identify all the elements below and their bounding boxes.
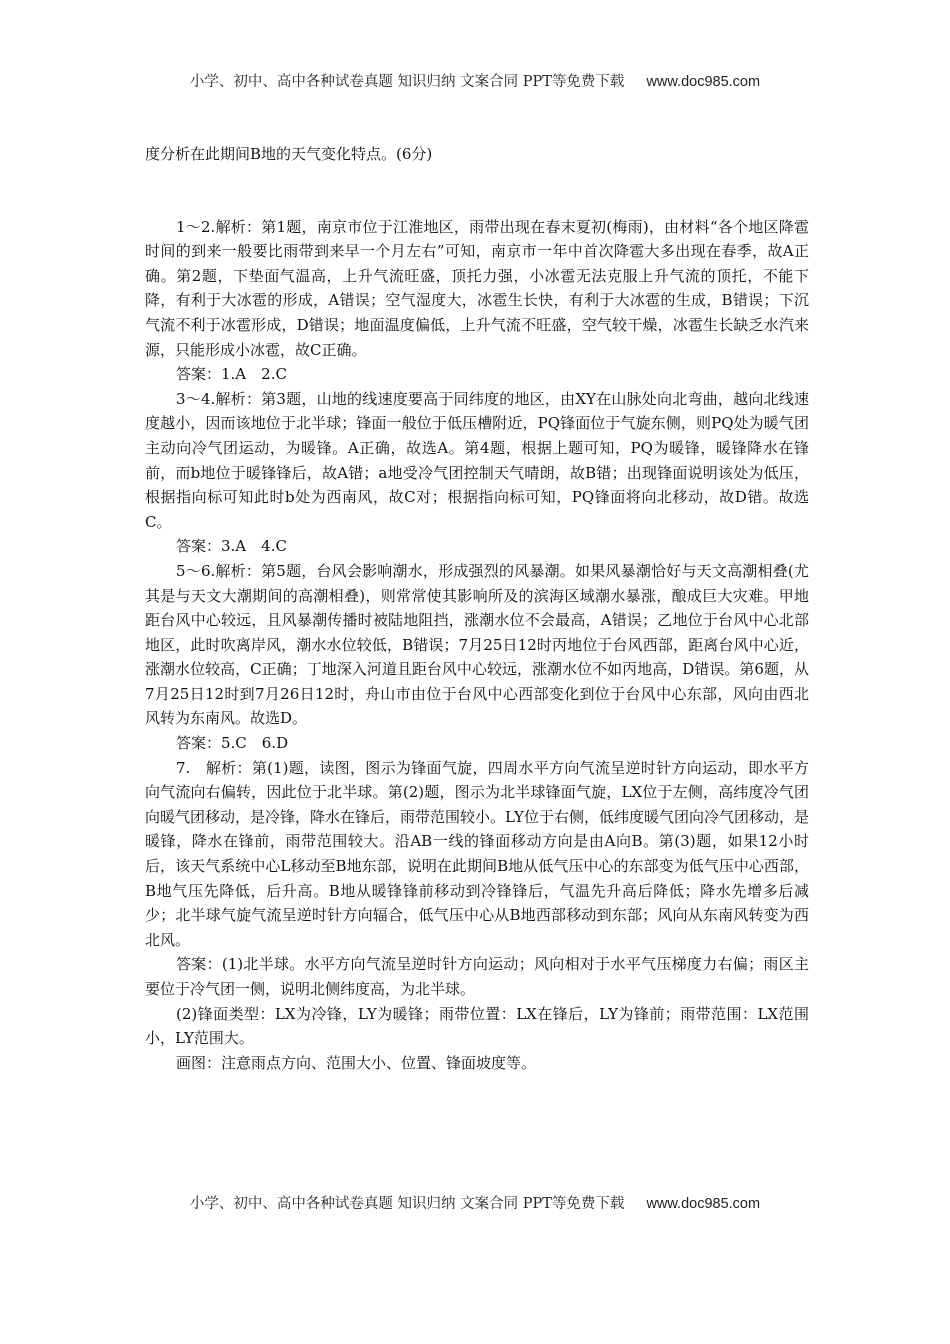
analysis-q5-6: 5～6.解析：第5题，台风会影响潮水，形成强烈的风暴潮。如果风暴潮恰好与天文高潮相叠(尤其是与天文大潮期间的高潮相叠)，则常常使其影响所及的滨海区域潮水暴涨，酿成巨大灾难。甲地距台风中心较远，且风暴潮传播时被陆地阻挡，涨潮水位不会最高，A错误；乙地位于台风中心北部地区，此时吹离岸风，潮水水位较低，B错误；7月25日12时丙地位于台风西部，距离台风中心近，涨潮水位较高，C正确；丁地深入河道且距台风中心较远，涨潮水位不如丙地高，D错误。第6题，从7月25日12时到7月26日12时，舟山市由位于台风中心西部变化到位于台风中心东部，风向由西北风转为东南风。故选D。 — [145, 561, 809, 728]
answer-q7-part1: 答案：(1)北半球。水平方向气流呈逆时针方向运动；风向相对于水平气压梯度力右偏；雨区主要位于冷气团一侧，说明北侧纬度高，为北半球。 — [145, 955, 809, 998]
carryover-question-text: 度分析在此期间B地的天气变化特点。(6分) — [145, 145, 433, 163]
analysis-q7: 7. 解析：第(1)题，读图，图示为锋面气旋，四周水平方向气流呈逆时针方向运动，即水平方向气流向右偏转，因此位于北半球。第(2)题，图示为北半球锋面气旋，LX位于左侧，高纬度冷气团向暖气团移动，是冷锋，降水在锋后，雨带范围较小。LY位于右侧，低纬度暖气团向冷气团移动，是暖锋，降水在锋前，雨带范围较大。沿AB一线的锋面移动方向是由A向B。第(3)题，如果12小时后，该天气系统中心L移动至B地东部，说明在此期间B地从低气压中心的东部变为低气压中心西部，B地气压先降低，后升高。B地从暖锋锋前移动到冷锋锋后，气温先升高后降低；降水先增多后减少；北半球气旋气流呈逆时针方向辐合，低气压中心从B地西部移动到东部；风向从东南风转变为西北风。 — [145, 758, 809, 949]
answer-q1-2: 答案：1.A 2.C — [176, 365, 287, 384]
header-text: 小学、初中、高中各种试卷真题 知识归纳 文案合同 PPT等免费下载 — [189, 74, 625, 90]
page-header — [0, 70, 950, 91]
analysis-q3-4: 3～4.解析：第3题，山地的线速度要高于同纬度的地区，由XY在山脉处向北弯曲，越向北线速度越小，因而该地位于北半球；锋面一般位于低压槽附近，PQ锋面位于气旋东侧，则PQ处为暖气团主动向冷气团运动，为暖锋。A正确，故选A。第4题，根据上题可知，PQ为暖锋，暖锋降水在锋前，而b地位于暖锋锋后，故A错；a地受冷气团控制天气晴朗，故B错；出现锋面说明该处为低压，根据指向标可知此时b处为西南风，故C对；根据指向标可知，PQ锋面将向北移动，故D错。故选C。 — [145, 389, 809, 531]
footer-site-link[interactable]: www.doc985.com — [646, 1196, 761, 1212]
answer-q3-4: 答案：3.A 4.C — [176, 537, 287, 556]
document-body — [145, 142, 809, 1075]
answer-q7-part2: (2)锋面类型：LX为冷锋，LY为暖锋；雨带位置：LX在锋后，LY为锋前；雨带范围：LX范围小，LY范围大。 — [145, 1004, 809, 1048]
analysis-q1-2: 1～2.解析：第1题，南京市位于江淮地区，雨带出现在春末夏初(梅雨)，由材料“各个地区降雹时间的到来一般要比雨带到来早一个月左右”可知，南京市一年中首次降雹大多出现在春季，故A正确。第2题，下垫面气温高，上升气流旺盛，顶托力强，小冰雹无法克服上升气流的顶托，不能下降，有利于大冰雹的形成，A错误；空气湿度大，冰雹生长快，有利于大冰雹的生成，B错误；下沉气流不利于冰雹形成，D错误；地面温度偏低，上升气流不旺盛，空气较干燥，冰雹生长缺乏水汽来源，只能形成小冰雹，故C正确。 — [145, 217, 809, 359]
footer-text: 小学、初中、高中各种试卷真题 知识归纳 文案合同 PPT等免费下载 — [189, 1196, 625, 1212]
page-footer — [0, 1192, 950, 1213]
answer-q5-6: 答案：5.C 6.D — [176, 734, 289, 753]
answer-q7-drawing-note: 画图：注意雨点方向、范围大小、位置、锋面坡度等。 — [176, 1053, 537, 1072]
header-site-link[interactable]: www.doc985.com — [646, 74, 761, 90]
